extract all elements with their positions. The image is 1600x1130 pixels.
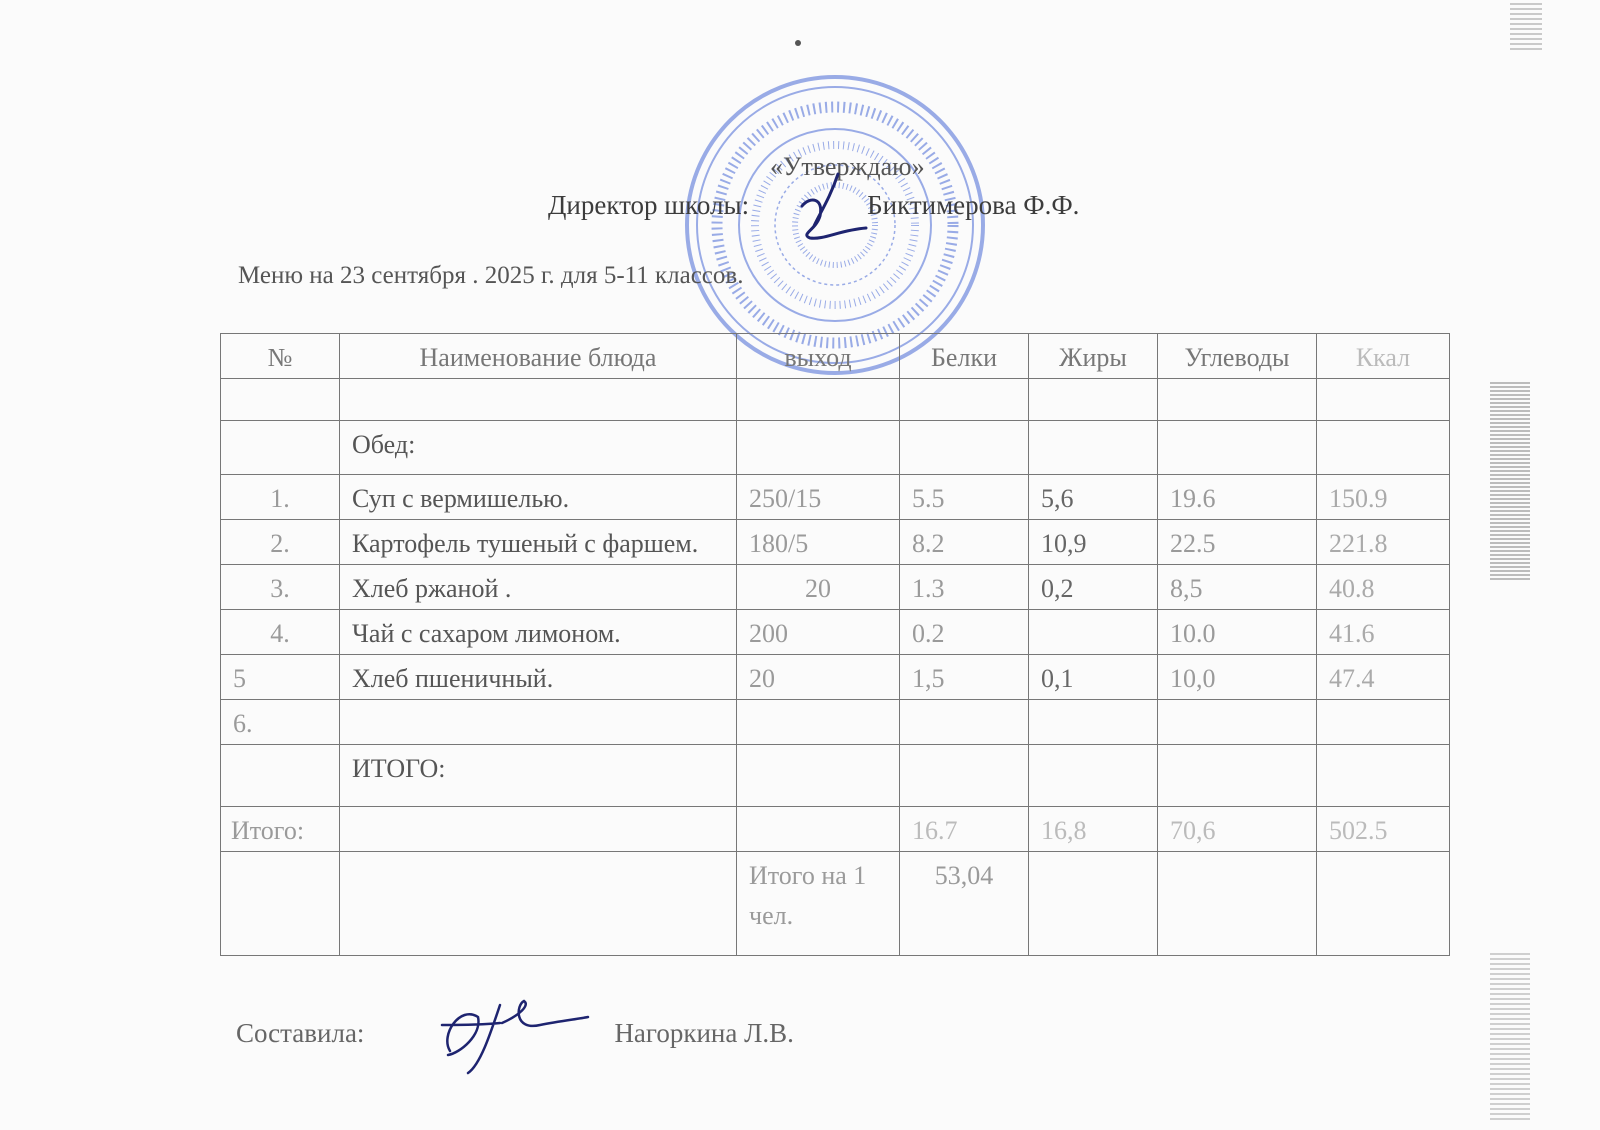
dish-carbs: 10,0: [1158, 655, 1317, 700]
dish-name: Чай с сахаром лимоном.: [340, 610, 737, 655]
column-header-number: №: [221, 334, 340, 379]
total-carbs: 70,6: [1158, 807, 1317, 852]
dish-output: 20: [737, 655, 900, 700]
table-row: [221, 520, 1450, 565]
approve-heading: «Утверждаю»: [770, 152, 925, 181]
table-row: [221, 475, 1450, 520]
column-header-kcal: Ккал: [1317, 334, 1450, 379]
column-header-protein: Белки: [900, 334, 1029, 379]
dish-kcal: 40.8: [1317, 565, 1450, 610]
section-label: Обед:: [340, 421, 737, 475]
dish-name: Картофель тушеный с фаршем.: [340, 520, 737, 565]
table-row-itogo-caps: [221, 745, 1450, 807]
table-row: [221, 610, 1450, 655]
table-row-section: [221, 421, 1450, 475]
table-row-total: [221, 807, 1450, 852]
dish-carbs: 10.0: [1158, 610, 1317, 655]
dish-kcal: 150.9: [1317, 475, 1450, 520]
dish-fat: 0,2: [1029, 565, 1158, 610]
total-kcal: 502.5: [1317, 807, 1450, 852]
row-number: 1.: [221, 475, 340, 520]
dish-name: Суп с вермишелью.: [340, 475, 737, 520]
table-row: [221, 700, 1450, 745]
menu-title: Меню на 23 сентября . 2025 г. для 5-11 классов.: [238, 262, 744, 289]
column-header-name: Наименование блюда: [340, 334, 737, 379]
dish-name: Хлеб пшеничный.: [340, 655, 737, 700]
director-signature: [780, 168, 890, 248]
column-header-carbs: Углеводы: [1158, 334, 1317, 379]
dish-output: 20: [737, 565, 900, 610]
scan-artifact-right-1: [1490, 380, 1530, 580]
composer-signature: [420, 995, 590, 1075]
dish-carbs: 19.6: [1158, 475, 1317, 520]
dish-protein: 8.2: [900, 520, 1029, 565]
row-number: 5: [221, 655, 340, 700]
total-label: Итого:: [221, 807, 340, 852]
dish-carbs: 22.5: [1158, 520, 1317, 565]
table-row-per-person: [221, 852, 1450, 956]
row-number: 2.: [221, 520, 340, 565]
per-person-value: 53,04: [900, 852, 1029, 956]
dish-output: 200: [737, 610, 900, 655]
column-header-output: выход: [737, 334, 900, 379]
row-number: 4.: [221, 610, 340, 655]
dish-name: Хлеб ржаной .: [340, 565, 737, 610]
dish-kcal: 221.8: [1317, 520, 1450, 565]
dish-output: 180/5: [737, 520, 900, 565]
row-number: 3.: [221, 565, 340, 610]
composer-label: Составила:: [236, 1018, 365, 1048]
total-fat: 16,8: [1029, 807, 1158, 852]
dish-protein: 1,5: [900, 655, 1029, 700]
per-person-label: Итого на 1 чел.: [737, 852, 900, 956]
row-number: 6.: [221, 700, 340, 745]
composer-name: Нагоркина Л.В.: [614, 1018, 794, 1048]
dish-protein: 0.2: [900, 610, 1029, 655]
dish-fat: [1029, 610, 1158, 655]
director-label: Директор школы:: [548, 190, 750, 220]
table-row-empty: [221, 379, 1450, 421]
scan-dot: [795, 40, 801, 46]
dish-kcal: 47.4: [1317, 655, 1450, 700]
itogo-caps-label: ИТОГО:: [340, 745, 737, 807]
table-row: [221, 565, 1450, 610]
dish-carbs: 8,5: [1158, 565, 1317, 610]
scan-artifact-right-2: [1490, 950, 1530, 1120]
dish-protein: 1.3: [900, 565, 1029, 610]
dish-protein: 5.5: [900, 475, 1029, 520]
table-header-row: [221, 334, 1450, 379]
column-header-fat: Жиры: [1029, 334, 1158, 379]
dish-name: [340, 700, 737, 745]
dish-fat: 10,9: [1029, 520, 1158, 565]
dish-kcal: 41.6: [1317, 610, 1450, 655]
total-protein: 16.7: [900, 807, 1029, 852]
dish-fat: 5,6: [1029, 475, 1158, 520]
dish-output: 250/15: [737, 475, 900, 520]
table-row: [221, 655, 1450, 700]
menu-table: [220, 333, 1450, 956]
director-name: Биктимерова Ф.Ф.: [867, 190, 1080, 220]
dish-fat: 0,1: [1029, 655, 1158, 700]
scan-artifact-top: [1510, 0, 1542, 50]
